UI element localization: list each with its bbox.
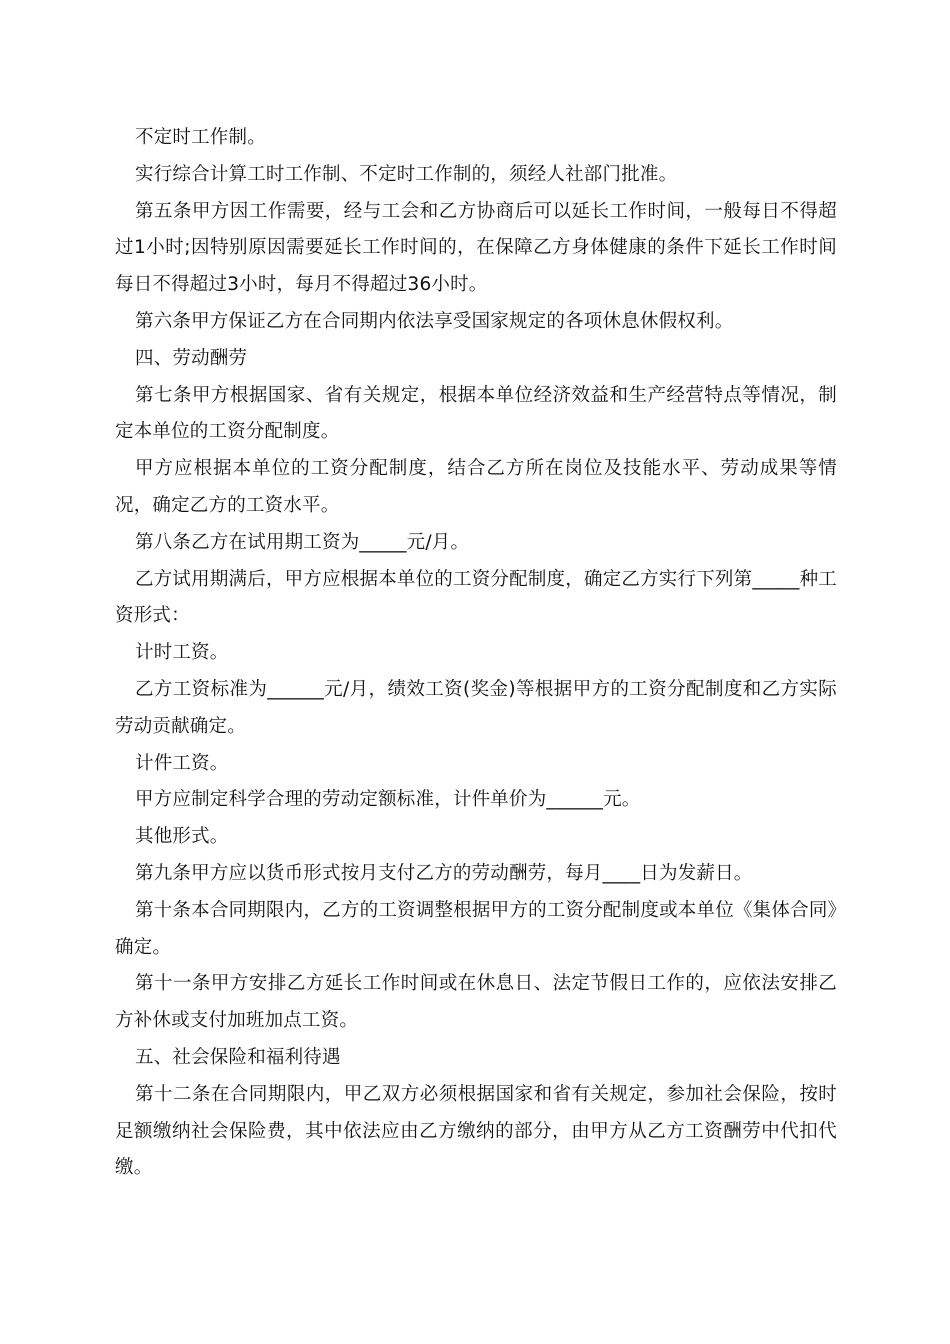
paragraph-wage-standard: 乙方工资标准为______元/月，绩效工资(奖金)等根据甲方的工资分配制度和乙方实际劳动贡献确定。 [115, 678, 837, 737]
paragraph-time-wage: 计时工资。 [135, 642, 229, 664]
paragraph-other-forms: 其他形式。 [135, 826, 229, 848]
document-body [115, 120, 837, 1187]
section-heading-labor-remuneration: 四、劳动酬劳 [135, 347, 248, 369]
paragraph-wage-form-selection: 乙方试用期满后，甲方应根据本单位的工资分配制度，确定乙方实行下列第_____种工资形式： [115, 568, 837, 627]
paragraph-untimed-work-system: 不定时工作制。 [135, 127, 266, 148]
paragraph-article-9: 第九条甲方应以货币形式按月支付乙方的劳动酬劳，每月____日为发薪日。 [135, 862, 753, 884]
paragraph-article-12: 第十二条在合同期限内，甲乙双方必须根据国家和省有关规定，参加社会保险，按时足额缴纳社会保险费，其中依法应由乙方缴纳的部分，由甲方从乙方工资酬劳中代扣代缴。 [115, 1083, 837, 1179]
paragraph-article-8: 第八条乙方在试用期工资为_____元/月。 [135, 531, 470, 553]
paragraph-article-5: 第五条甲方因工作需要，经与工会和乙方协商后可以延长工作时间，一般每日不得超过1小时;因特别原因需要延长工作时间的，在保障乙方身体健康的条件下延长工作时间每日不得超过3小时，每月不得超过36小时。 [115, 200, 837, 296]
paragraph-piece-rate: 甲方应制定科学合理的劳动定额标准，计件单价为______元。 [135, 789, 641, 811]
paragraph-wage-level: 甲方应根据本单位的工资分配制度，结合乙方所在岗位及技能水平、劳动成果等情况，确定乙方的工资水平。 [115, 458, 837, 516]
paragraph-approval-requirement: 实行综合计算工时工作制、不定时工作制的，须经人社部门批准。 [135, 163, 678, 185]
paragraph-article-6: 第六条甲方保证乙方在合同期内依法享受国家规定的各项休息休假权利。 [135, 310, 734, 332]
paragraph-piece-wage: 计件工资。 [135, 752, 229, 774]
paragraph-article-7: 第七条甲方根据国家、省有关规定，根据本单位经济效益和生产经营特点等情况，制定本单位的工资分配制度。 [115, 384, 837, 443]
paragraph-article-10: 第十条本合同期限内，乙方的工资调整根据甲方的工资分配制度或本单位《集体合同》确定。 [115, 899, 837, 958]
section-heading-social-insurance: 五、社会保险和福利待遇 [135, 1046, 341, 1068]
paragraph-article-11: 第十一条甲方安排乙方延长工作时间或在休息日、法定节假日工作的，应依法安排乙方补休或支付加班加点工资。 [115, 973, 837, 1032]
